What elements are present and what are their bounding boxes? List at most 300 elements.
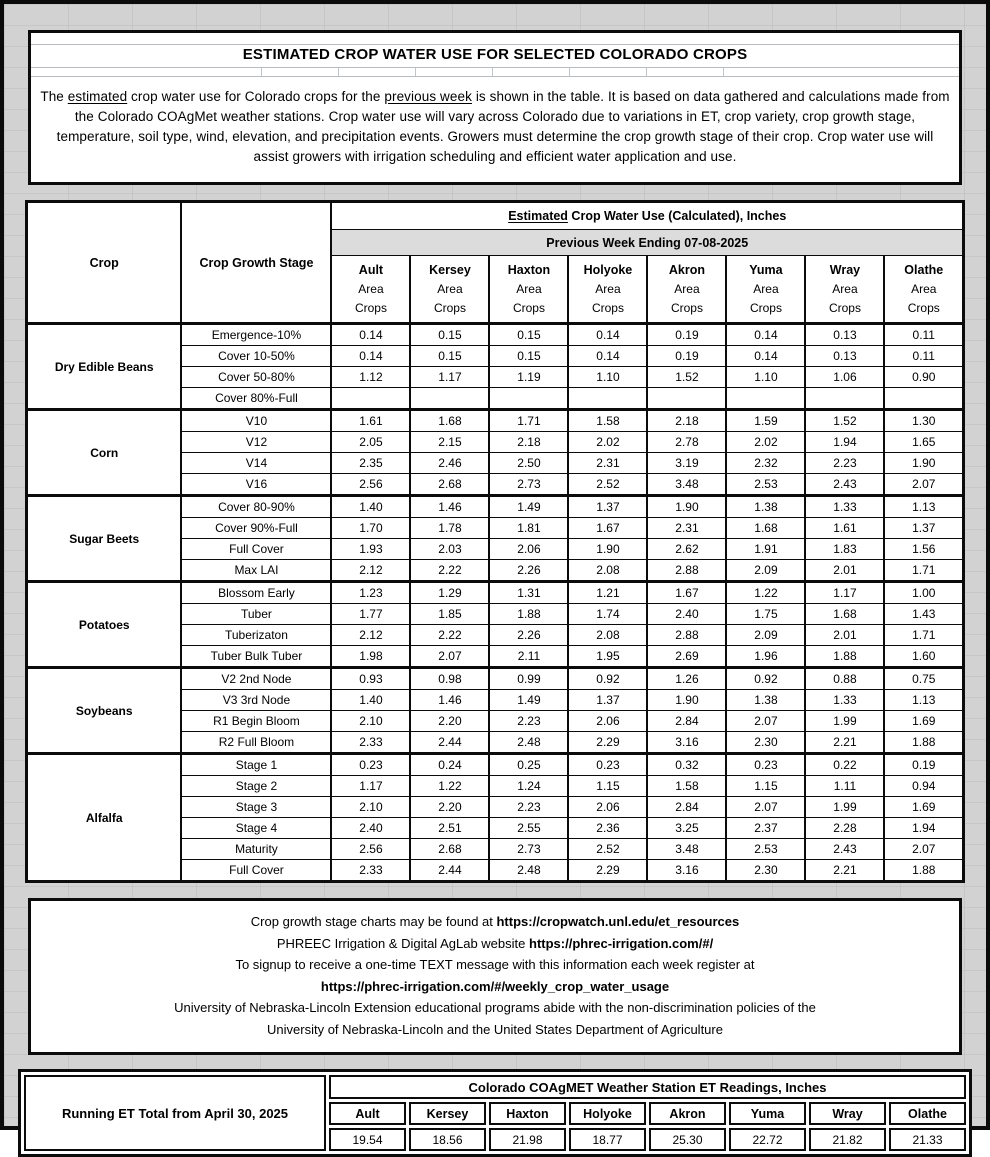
footer-url-text: https://phrec-irrigation.com/#/weekly_crop_water_usage <box>320 978 670 994</box>
value-cell: 2.50 <box>489 453 568 474</box>
value-cell: 1.83 <box>805 539 884 560</box>
value-cell: 2.51 <box>410 818 489 839</box>
value-cell: 0.22 <box>805 754 884 776</box>
value-cell: 1.61 <box>805 518 884 539</box>
value-cell: 1.29 <box>410 582 489 604</box>
value-cell: 0.32 <box>647 754 726 776</box>
value-cell: 2.10 <box>331 711 410 732</box>
value-cell: 1.58 <box>568 410 647 432</box>
value-cell: 2.68 <box>410 839 489 860</box>
gridline-tick <box>723 68 724 76</box>
table-row <box>26 410 963 432</box>
gridline-tick <box>569 68 570 76</box>
crop-column-header: Crop <box>26 202 181 324</box>
value-cell: 2.22 <box>410 560 489 582</box>
value-cell: 2.18 <box>647 410 726 432</box>
value-cell: 1.78 <box>410 518 489 539</box>
text-segment: previous week <box>384 89 472 104</box>
stage-cell: Cover 50-80% <box>181 367 331 388</box>
value-cell <box>805 388 884 410</box>
value-cell: 2.88 <box>647 560 726 582</box>
value-cell: 1.81 <box>489 518 568 539</box>
value-cell: 2.12 <box>331 560 410 582</box>
value-cell: 0.94 <box>884 776 963 797</box>
footer-line <box>31 997 959 1019</box>
value-cell: 1.88 <box>489 604 568 625</box>
value-cell: 3.25 <box>647 818 726 839</box>
value-cell: 1.19 <box>489 367 568 388</box>
value-cell: 1.69 <box>884 797 963 818</box>
stage-cell: V14 <box>181 453 331 474</box>
station-et-value: 18.56 <box>409 1128 486 1151</box>
stage-cell: Tuberizaton <box>181 625 331 646</box>
value-cell: 0.23 <box>726 754 805 776</box>
value-cell: 1.38 <box>726 496 805 518</box>
text-segment: University of Nebraska-Lincoln and the United States Department of Agriculture <box>267 1021 723 1037</box>
value-cell: 2.56 <box>331 839 410 860</box>
value-cell: 2.21 <box>805 732 884 754</box>
value-cell: 1.06 <box>805 367 884 388</box>
text-segment: University of Nebraska-Lincoln Extension educational programs abide with the non-discrimination policies of the <box>174 1000 816 1015</box>
value-cell: 2.31 <box>568 453 647 474</box>
station-et-value: 25.30 <box>649 1128 726 1151</box>
value-cell: 1.67 <box>647 582 726 604</box>
value-cell: 1.69 <box>884 711 963 732</box>
value-cell: 2.22 <box>410 625 489 646</box>
value-cell: 2.88 <box>647 625 726 646</box>
stage-cell: V3 3rd Node <box>181 690 331 711</box>
area-name: Ault <box>358 263 384 277</box>
value-cell: 1.43 <box>884 604 963 625</box>
value-cell: 2.43 <box>805 474 884 496</box>
value-cell: 1.46 <box>410 690 489 711</box>
value-cell: 2.03 <box>410 539 489 560</box>
value-cell: 2.05 <box>331 432 410 453</box>
value-cell: 2.31 <box>647 518 726 539</box>
value-cell: 2.33 <box>331 732 410 754</box>
value-cell: 2.32 <box>726 453 805 474</box>
value-cell: 2.73 <box>489 474 568 496</box>
value-cell: 1.90 <box>647 690 726 711</box>
value-cell: 1.98 <box>331 646 410 668</box>
value-cell: 2.48 <box>489 860 568 882</box>
value-cell: 1.59 <box>726 410 805 432</box>
footer-line <box>31 1019 959 1041</box>
area-header-olathe <box>884 256 963 324</box>
value-cell: 2.20 <box>410 797 489 818</box>
value-cell: 1.23 <box>331 582 410 604</box>
value-cell: 0.14 <box>568 346 647 367</box>
area-word: Area <box>595 282 621 296</box>
station-header-olathe: Olathe <box>889 1102 966 1125</box>
value-cell: 2.09 <box>726 560 805 582</box>
value-cell: 1.37 <box>568 496 647 518</box>
value-cell: 1.67 <box>568 518 647 539</box>
estimated-use-header <box>331 202 963 230</box>
station-et-value: 18.77 <box>569 1128 646 1151</box>
crop-name-cell: Dry Edible Beans <box>26 324 181 410</box>
station-et-value: 19.54 <box>329 1128 406 1151</box>
text-segment: Crop growth stage charts may be found at <box>250 914 497 929</box>
area-name: Holyoke <box>583 263 633 277</box>
area-header-holyoke <box>568 256 647 324</box>
value-cell: 1.68 <box>805 604 884 625</box>
value-cell: 1.38 <box>726 690 805 711</box>
value-cell: 2.68 <box>410 474 489 496</box>
value-cell: 1.94 <box>884 818 963 839</box>
footer-line <box>31 976 959 998</box>
value-cell: 1.56 <box>884 539 963 560</box>
value-cell: 0.98 <box>410 668 489 690</box>
value-cell: 2.84 <box>647 797 726 818</box>
value-cell: 0.23 <box>568 754 647 776</box>
gridline-tick <box>261 68 262 76</box>
value-cell: 2.07 <box>884 839 963 860</box>
value-cell: 1.17 <box>331 776 410 797</box>
value-cell: 2.44 <box>410 860 489 882</box>
station-header-akron: Akron <box>649 1102 726 1125</box>
gridline-tick <box>338 68 339 76</box>
value-cell: 1.74 <box>568 604 647 625</box>
value-cell: 2.08 <box>568 560 647 582</box>
stage-cell: Stage 1 <box>181 754 331 776</box>
title-box <box>28 30 962 185</box>
area-header-akron <box>647 256 726 324</box>
growth-stage-column-header: Crop Growth Stage <box>181 202 331 324</box>
area-word: Area <box>911 282 937 296</box>
area-name: Wray <box>829 263 861 277</box>
value-cell: 3.48 <box>647 474 726 496</box>
table-row <box>26 754 963 776</box>
value-cell: 0.25 <box>489 754 568 776</box>
value-cell: 1.71 <box>884 625 963 646</box>
value-cell: 2.07 <box>726 711 805 732</box>
value-cell: 0.93 <box>331 668 410 690</box>
area-header-haxton <box>489 256 568 324</box>
value-cell: 1.52 <box>805 410 884 432</box>
value-cell: 1.95 <box>568 646 647 668</box>
value-cell: 2.30 <box>726 732 805 754</box>
value-cell <box>568 388 647 410</box>
value-cell: 0.14 <box>726 324 805 346</box>
area-header-wray <box>805 256 884 324</box>
value-cell: 1.37 <box>884 518 963 539</box>
value-cell: 0.15 <box>489 346 568 367</box>
station-header-holyoke: Holyoke <box>569 1102 646 1125</box>
value-cell: 1.96 <box>726 646 805 668</box>
value-cell: 2.15 <box>410 432 489 453</box>
value-cell: 0.88 <box>805 668 884 690</box>
area-name: Olathe <box>904 263 944 277</box>
value-cell: 0.11 <box>884 346 963 367</box>
value-cell: 2.06 <box>568 797 647 818</box>
value-cell: 1.90 <box>647 496 726 518</box>
value-cell: 1.88 <box>884 860 963 882</box>
value-cell: 1.70 <box>331 518 410 539</box>
table-row <box>26 496 963 518</box>
footer-line <box>31 954 959 976</box>
stage-cell: V10 <box>181 410 331 432</box>
value-cell: 1.94 <box>805 432 884 453</box>
week-ending-banner: Previous Week Ending 07-08-2025 <box>331 230 963 256</box>
stage-cell: Emergence-10% <box>181 324 331 346</box>
value-cell: 1.15 <box>726 776 805 797</box>
crop-name-cell: Corn <box>26 410 181 496</box>
value-cell: 0.13 <box>805 346 884 367</box>
area-name: Haxton <box>507 263 551 277</box>
station-header-haxton: Haxton <box>489 1102 566 1125</box>
value-cell: 1.60 <box>884 646 963 668</box>
stage-cell: Stage 3 <box>181 797 331 818</box>
station-header-yuma: Yuma <box>729 1102 806 1125</box>
text-segment: estimated <box>67 89 128 104</box>
text-segment: PHREEC Irrigation & Digital AgLab website <box>276 935 529 951</box>
crop-water-use-table <box>25 200 965 883</box>
value-cell: 1.85 <box>410 604 489 625</box>
stage-cell: Tuber Bulk Tuber <box>181 646 331 668</box>
value-cell: 1.88 <box>884 732 963 754</box>
value-cell: 2.02 <box>568 432 647 453</box>
running-et-total-label: Running ET Total from April 30, 2025 <box>24 1075 326 1151</box>
gridline <box>31 44 959 45</box>
value-cell: 2.53 <box>726 474 805 496</box>
value-cell: 1.77 <box>331 604 410 625</box>
crop-name-cell: Alfalfa <box>26 754 181 882</box>
crops-word: Crops <box>670 301 703 315</box>
stage-cell: Stage 2 <box>181 776 331 797</box>
value-cell: 1.88 <box>805 646 884 668</box>
value-cell: 1.24 <box>489 776 568 797</box>
value-cell: 2.09 <box>726 625 805 646</box>
text-segment: crop water use for Colorado crops for the <box>127 89 385 104</box>
gridline-tick <box>646 68 647 76</box>
value-cell: 0.24 <box>410 754 489 776</box>
value-cell: 1.58 <box>647 776 726 797</box>
value-cell: 1.11 <box>805 776 884 797</box>
value-cell: 0.90 <box>884 367 963 388</box>
value-cell: 1.93 <box>331 539 410 560</box>
crop-name-cell: Potatoes <box>26 582 181 668</box>
value-cell: 2.23 <box>489 797 568 818</box>
intro-paragraph <box>39 87 951 167</box>
value-cell: 2.12 <box>331 625 410 646</box>
value-cell: 1.49 <box>489 496 568 518</box>
value-cell: 1.65 <box>884 432 963 453</box>
table-row <box>26 582 963 604</box>
station-header-wray: Wray <box>809 1102 886 1125</box>
area-header-yuma <box>726 256 805 324</box>
area-name: Yuma <box>749 263 783 277</box>
value-cell: 0.92 <box>726 668 805 690</box>
value-cell: 2.35 <box>331 453 410 474</box>
footer-url-text: https://phrec-irrigation.com/#/ <box>529 935 714 951</box>
value-cell: 1.49 <box>489 690 568 711</box>
stage-cell: R2 Full Bloom <box>181 732 331 754</box>
et-readings-header: Colorado COAgMET Weather Station ET Readings, Inches <box>329 1075 966 1099</box>
footer-line <box>31 933 959 955</box>
value-cell: 2.02 <box>726 432 805 453</box>
value-cell: 1.68 <box>726 518 805 539</box>
value-cell: 1.75 <box>726 604 805 625</box>
value-cell <box>410 388 489 410</box>
value-cell: 2.26 <box>489 625 568 646</box>
et-header-row <box>24 1075 966 1099</box>
page-title: ESTIMATED CROP WATER USE FOR SELECTED COLORADO CROPS <box>242 46 748 63</box>
crops-word: Crops <box>433 301 466 315</box>
value-cell: 2.73 <box>489 839 568 860</box>
value-cell: 3.16 <box>647 732 726 754</box>
value-cell: 0.13 <box>805 324 884 346</box>
stage-cell: Cover 10-50% <box>181 346 331 367</box>
value-cell: 2.18 <box>489 432 568 453</box>
value-cell: 2.37 <box>726 818 805 839</box>
value-cell: 0.19 <box>884 754 963 776</box>
value-cell: 2.30 <box>726 860 805 882</box>
value-cell: 2.06 <box>489 539 568 560</box>
value-cell: 1.46 <box>410 496 489 518</box>
table-row <box>26 324 963 346</box>
station-header-ault: Ault <box>329 1102 406 1125</box>
crop-name-cell: Sugar Beets <box>26 496 181 582</box>
value-cell: 2.55 <box>489 818 568 839</box>
estimated-rest: Crop Water Use (Calculated), Inches <box>567 209 787 223</box>
crops-word: Crops <box>354 301 387 315</box>
value-cell: 2.29 <box>568 860 647 882</box>
value-cell: 2.28 <box>805 818 884 839</box>
crops-word: Crops <box>907 301 940 315</box>
value-cell: 2.11 <box>489 646 568 668</box>
crops-word: Crops <box>512 301 545 315</box>
gridline-tick <box>492 68 493 76</box>
value-cell: 0.15 <box>410 324 489 346</box>
estimated-underlined: Estimated <box>508 209 568 223</box>
footer-line <box>31 911 959 933</box>
stage-cell: Blossom Early <box>181 582 331 604</box>
crops-word: Crops <box>828 301 861 315</box>
crops-word: Crops <box>749 301 782 315</box>
value-cell: 2.20 <box>410 711 489 732</box>
value-cell: 1.00 <box>884 582 963 604</box>
value-cell: 1.37 <box>568 690 647 711</box>
area-word: Area <box>437 282 463 296</box>
value-cell: 2.33 <box>331 860 410 882</box>
value-cell: 0.15 <box>410 346 489 367</box>
value-cell: 2.06 <box>568 711 647 732</box>
header-row-1 <box>26 202 963 230</box>
gridline <box>31 76 959 77</box>
value-cell: 2.40 <box>331 818 410 839</box>
value-cell <box>647 388 726 410</box>
stage-cell: Full Cover <box>181 860 331 882</box>
value-cell: 2.26 <box>489 560 568 582</box>
value-cell: 0.19 <box>647 324 726 346</box>
value-cell: 1.30 <box>884 410 963 432</box>
value-cell: 1.21 <box>568 582 647 604</box>
value-cell: 1.12 <box>331 367 410 388</box>
value-cell: 1.61 <box>331 410 410 432</box>
value-cell: 2.53 <box>726 839 805 860</box>
value-cell: 0.23 <box>331 754 410 776</box>
value-cell: 0.11 <box>884 324 963 346</box>
value-cell <box>489 388 568 410</box>
stage-cell: Cover 90%-Full <box>181 518 331 539</box>
table-row <box>26 668 963 690</box>
stage-cell: Full Cover <box>181 539 331 560</box>
value-cell: 1.71 <box>884 560 963 582</box>
value-cell: 2.29 <box>568 732 647 754</box>
value-cell: 1.13 <box>884 496 963 518</box>
value-cell: 1.52 <box>647 367 726 388</box>
value-cell: 1.99 <box>805 711 884 732</box>
value-cell: 1.17 <box>805 582 884 604</box>
text-segment: is shown in the table. It is based on data gathered and calculations made from the Colorado COAgMet weather stations. Crop water use will vary across Colorado due to variations in ET, crop variety, crop growth stage, temperature, soil type, wind, elevation, and precipitation events. Growers must determine the crop growth stage of their crop. Crop water use will assist growers with irrigation scheduling and efficient water application and use. <box>56 89 950 164</box>
stage-cell: V12 <box>181 432 331 453</box>
value-cell: 0.19 <box>647 346 726 367</box>
station-et-value: 21.33 <box>889 1128 966 1151</box>
value-cell: 2.40 <box>647 604 726 625</box>
stage-cell: Maturity <box>181 839 331 860</box>
stage-cell: Tuber <box>181 604 331 625</box>
value-cell: 1.33 <box>805 690 884 711</box>
value-cell: 2.78 <box>647 432 726 453</box>
value-cell: 2.21 <box>805 860 884 882</box>
value-cell: 2.52 <box>568 474 647 496</box>
value-cell: 1.22 <box>410 776 489 797</box>
value-cell: 2.23 <box>489 711 568 732</box>
value-cell: 1.13 <box>884 690 963 711</box>
value-cell: 1.71 <box>489 410 568 432</box>
value-cell: 0.99 <box>489 668 568 690</box>
value-cell: 0.92 <box>568 668 647 690</box>
footer-url-text: https://cropwatch.unl.edu/et_resources <box>496 914 740 929</box>
value-cell: 2.52 <box>568 839 647 860</box>
area-name: Akron <box>668 263 706 277</box>
gridline <box>31 67 959 68</box>
value-cell: 2.23 <box>805 453 884 474</box>
area-word: Area <box>753 282 779 296</box>
stage-cell: R1 Begin Bloom <box>181 711 331 732</box>
text-segment: To signup to receive a one-time TEXT message with this information each week register at <box>235 957 755 972</box>
stage-cell: V2 2nd Node <box>181 668 331 690</box>
footer-box <box>28 898 962 1055</box>
value-cell: 1.31 <box>489 582 568 604</box>
value-cell: 3.19 <box>647 453 726 474</box>
value-cell: 2.07 <box>726 797 805 818</box>
value-cell: 1.22 <box>726 582 805 604</box>
station-et-value: 22.72 <box>729 1128 806 1151</box>
value-cell: 2.44 <box>410 732 489 754</box>
value-cell: 2.08 <box>568 625 647 646</box>
stage-cell: V16 <box>181 474 331 496</box>
value-cell: 0.14 <box>331 346 410 367</box>
value-cell: 2.84 <box>647 711 726 732</box>
value-cell: 1.91 <box>726 539 805 560</box>
value-cell <box>884 388 963 410</box>
area-word: Area <box>358 282 384 296</box>
value-cell: 1.68 <box>410 410 489 432</box>
value-cell: 1.90 <box>568 539 647 560</box>
crops-word: Crops <box>591 301 624 315</box>
value-cell <box>726 388 805 410</box>
area-header-kersey <box>410 256 489 324</box>
crop-name-cell: Soybeans <box>26 668 181 754</box>
value-cell <box>331 388 410 410</box>
value-cell: 2.01 <box>805 625 884 646</box>
value-cell: 2.62 <box>647 539 726 560</box>
value-cell: 3.16 <box>647 860 726 882</box>
value-cell: 2.36 <box>568 818 647 839</box>
stage-cell: Cover 80-90% <box>181 496 331 518</box>
